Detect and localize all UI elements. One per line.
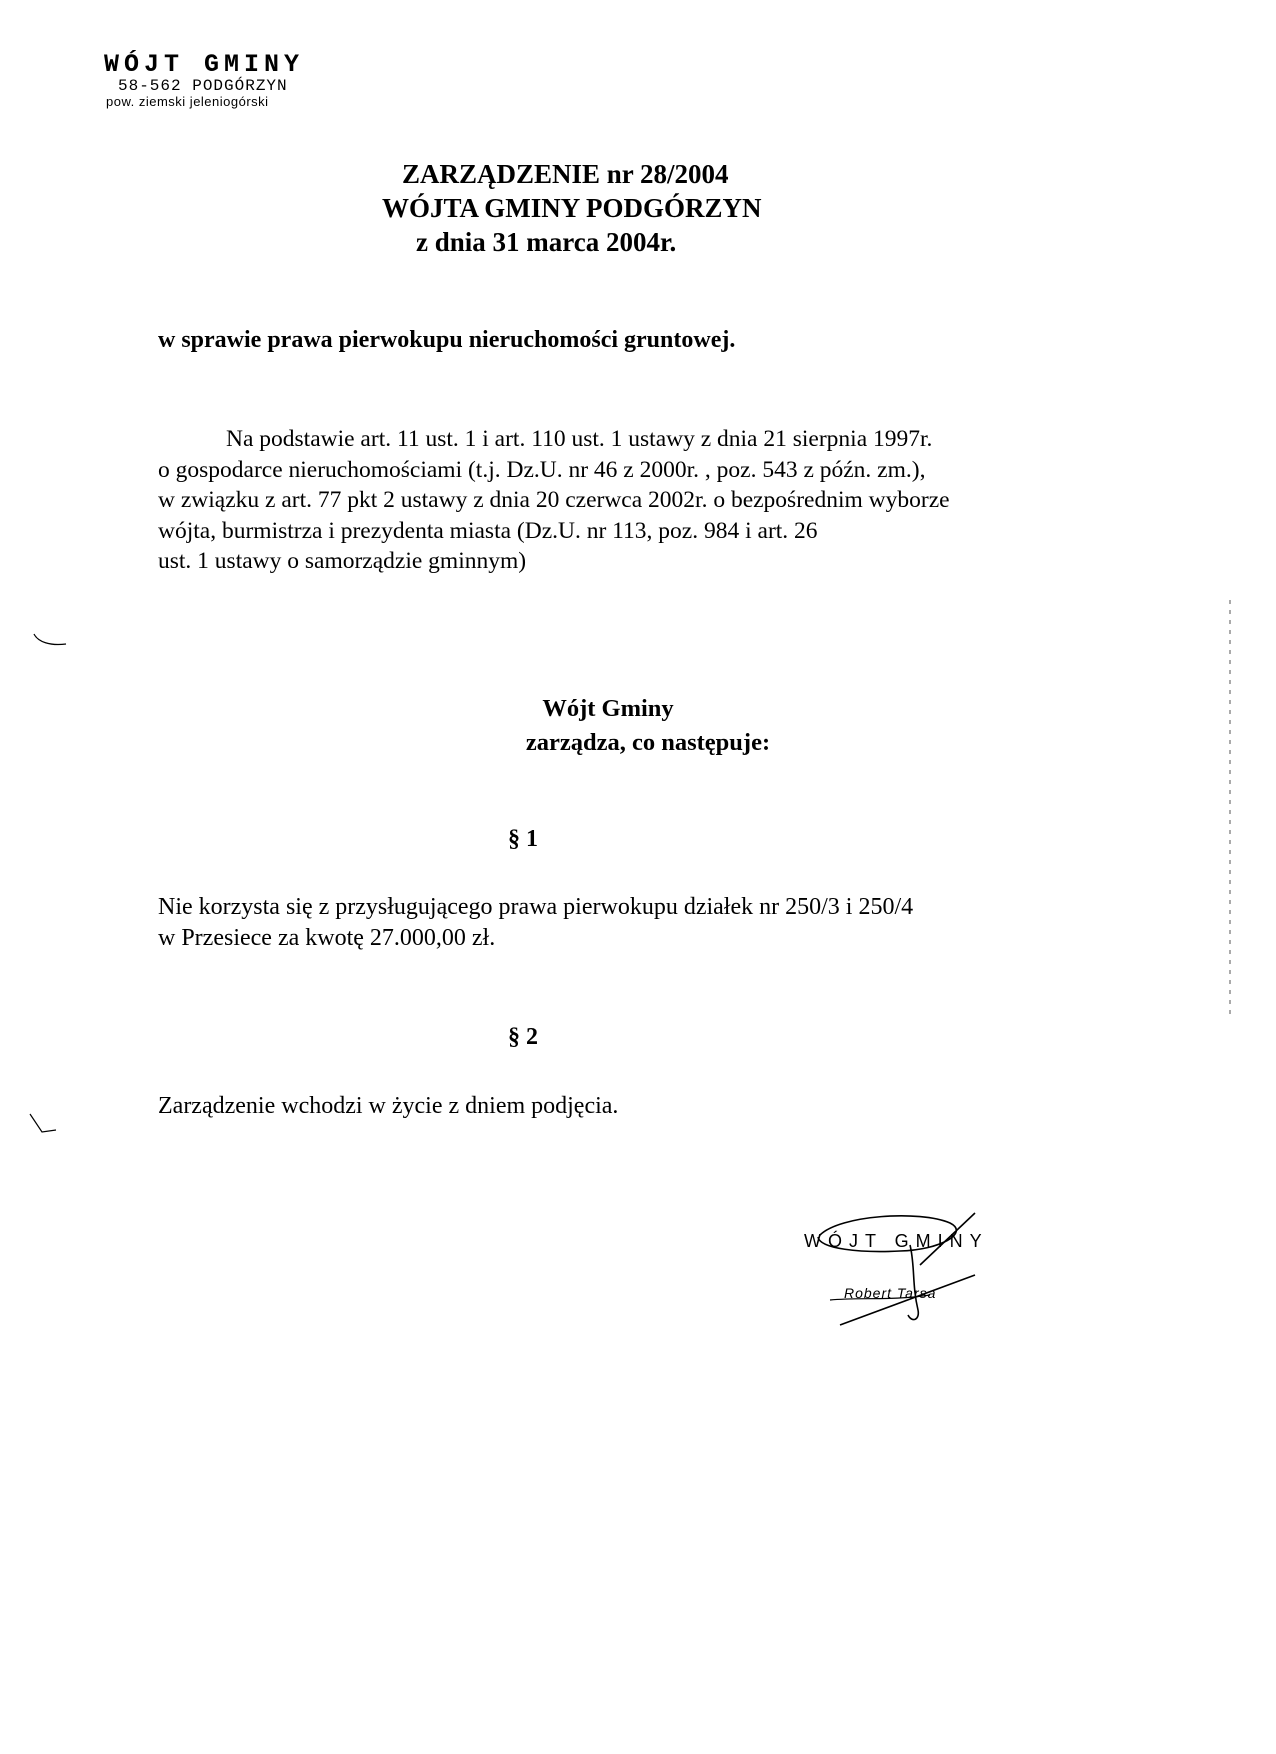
header-stamp — [104, 52, 404, 109]
paragraph-1-text — [158, 892, 1138, 954]
legal-basis-line: Na podstawie art. 11 ust. 1 i art. 110 ust. 1 ustawy z dnia 21 sierpnia 1997r. — [226, 426, 933, 452]
title-issuer: WÓJTA GMINY PODGÓRZYN — [382, 193, 762, 223]
decree-heading-clause: zarządza, co następuje: — [525, 729, 771, 756]
title-decree-number: ZARZĄDZENIE nr 28/2004 — [402, 159, 729, 189]
handwritten-signature — [800, 1205, 1030, 1330]
paragraph-1-line: w Przesiece za kwotę 27.000,00 zł. — [158, 925, 496, 951]
stamp-county: pow. ziemski jeleniogórski — [106, 94, 269, 110]
paragraph-2-text: Zarządzenie wchodzi w życie z dniem podjęcia. — [158, 1093, 619, 1119]
paragraph-2-sign: § 2 — [508, 1024, 538, 1050]
signature-stamp-name: Robert Tarsa — [844, 1285, 937, 1301]
legal-basis-line: w związku z art. 77 pkt 2 ustawy z dnia 20 czerwca 2002r. o bezpośrednim wyborze — [158, 487, 950, 513]
decree-heading — [0, 692, 1276, 760]
legal-basis-line: o gospodarce nieruchomościami (t.j. Dz.U. nr 46 z 2000r. , poz. 543 z późn. zm.), — [158, 456, 926, 483]
document-subject: w sprawie prawa pierwokupu nieruchomości gruntowej. — [158, 327, 736, 353]
paragraph-1-sign: § 1 — [508, 826, 538, 852]
scan-mark — [30, 632, 70, 652]
title-date: z dnia 31 marca 2004r. — [416, 227, 677, 257]
decree-heading-issuer: Wójt Gminy — [542, 695, 674, 722]
scan-edge-line — [1229, 600, 1231, 1020]
document-title — [360, 157, 820, 259]
legal-basis-line: wójta, burmistrza i prezydenta miasta (Dz.U. nr 113, poz. 984 i art. 26 — [158, 517, 818, 544]
signature-stamp — [800, 1205, 1030, 1330]
legal-basis-line: ust. 1 ustawy o samorządzie gminnym) — [158, 548, 527, 574]
scan-mark — [26, 1112, 62, 1138]
paragraph-1-line: Nie korzysta się z przysługującego prawa pierwokupu działek nr 250/3 i 250/4 — [158, 894, 914, 920]
stamp-address: 58-562 PODGÓRZYN — [118, 77, 288, 96]
signature-stamp-title: WÓJT GMINY — [804, 1231, 989, 1251]
legal-basis — [158, 424, 1148, 577]
stamp-office: WÓJT GMINY — [104, 50, 305, 79]
